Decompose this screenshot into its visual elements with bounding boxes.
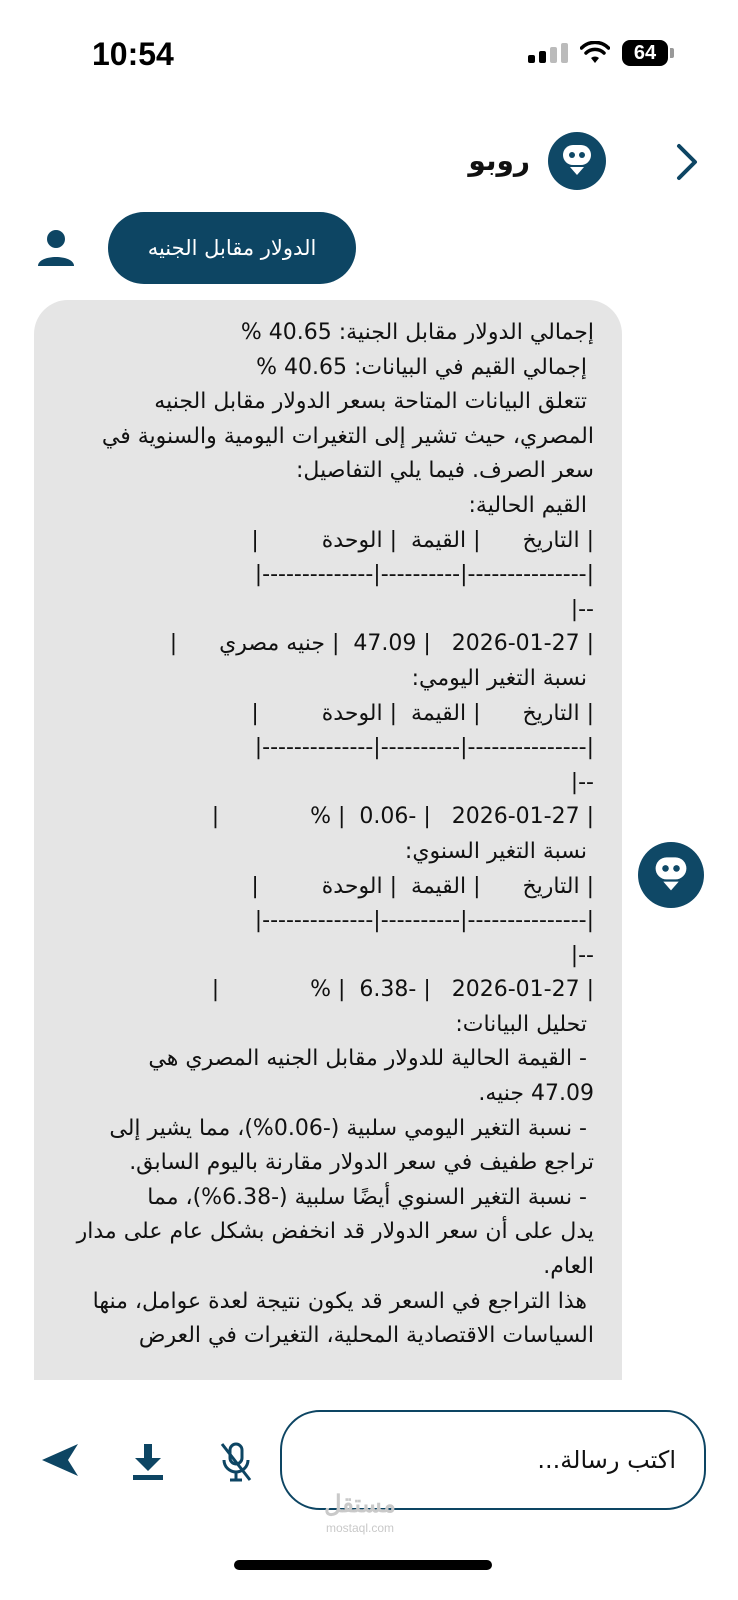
bot-message-line: يدل على أن سعر الدولار قد انخفض بشكل عام على مدار [76, 1219, 594, 1245]
bot-message-line: - نسبة التغير اليومي سلبية (-0.06%)، مما يشير إلى [109, 1115, 594, 1141]
robot-icon [652, 853, 690, 897]
bot-avatar [548, 132, 606, 190]
bot-message-line: | 2026-01-27 | -6.38 | % | [211, 977, 594, 1003]
bot-message-line: - نسبة التغير السنوي أيضًا سلبية (-6.38%)، مما [147, 1184, 594, 1210]
bot-message-line: إجمالي الدولار مقابل الجنية: 40.65 % [240, 320, 594, 345]
back-button[interactable] [668, 142, 708, 182]
bot-message-line: القيم الحالية: [468, 492, 594, 518]
chevron-right-icon [675, 142, 701, 182]
bot-message-text [34, 300, 622, 1354]
bot-message-line: - القيمة الحالية للدولار مقابل الجنيه المصري هي [148, 1046, 594, 1072]
status-time: 10:54 [92, 36, 174, 72]
battery-indicator: 64 [622, 40, 668, 66]
bot-message-line: المصري، حيث تشير إلى التغيرات اليومية والسنوية في [101, 423, 594, 449]
bot-message-line: العام. [543, 1254, 594, 1280]
bot-message-line: |---------------|----------|--------------| [254, 562, 594, 588]
bot-message-line: --| [570, 596, 594, 622]
bot-message-line: تراجع طفيف في سعر الدولار مقارنة باليوم السابق. [129, 1150, 594, 1176]
bot-message-line: --| [570, 942, 594, 968]
user-avatar-icon [34, 226, 78, 270]
mostaql-watermark [310, 1490, 410, 1535]
watermark-url: mostaql.com [325, 1521, 395, 1535]
wifi-icon [580, 41, 610, 65]
cellular-signal-icon [528, 43, 568, 63]
send-button[interactable] [38, 1440, 82, 1480]
bot-message-line: | التاريخ | القيمة | الوحدة | [251, 700, 594, 726]
bot-message-line: السياسات الاقتصادية المحلية، التغيرات في العرض [138, 1323, 594, 1349]
bot-message-line: تتعلق البيانات المتاحة بسعر الدولار مقابل الجنيه [154, 389, 594, 415]
bot-message-line: نسبة التغير اليومي: [411, 665, 594, 691]
bot-message-line: 47.09 جنيه. [478, 1081, 594, 1107]
bot-message-avatar [638, 842, 704, 908]
home-indicator [234, 1560, 492, 1570]
download-button[interactable] [130, 1442, 166, 1482]
bot-message-line: سعر الصرف. فيما يلي التفاصيل: [296, 458, 594, 484]
send-icon [38, 1440, 82, 1480]
microphone-button[interactable] [216, 1440, 256, 1484]
bot-message-line: نسبة التغير السنوي: [404, 838, 594, 864]
bot-message-line: تحليل البيانات: [455, 1011, 594, 1037]
watermark-arabic: مستقل [324, 1491, 396, 1518]
bot-message-line: | التاريخ | القيمة | الوحدة | [251, 873, 594, 899]
bot-message-bubble [34, 300, 622, 1380]
microphone-muted-icon [216, 1440, 256, 1484]
bot-message-line: |---------------|----------|--------------| [254, 908, 594, 934]
chat-header [0, 130, 738, 200]
bot-message-line: | 2026-01-27 | 47.09 | جنيه مصري | [169, 631, 594, 657]
bot-message-line: |---------------|----------|--------------| [254, 735, 594, 761]
status-bar [0, 0, 738, 110]
user-message-text: الدولار مقابل الجنيه [147, 236, 317, 260]
chat-title: روبو [468, 144, 530, 177]
bot-message-line: إجمالي القيم في البيانات: 40.65 % [256, 354, 594, 380]
bot-message-line: هذا التراجع في السعر قد يكون نتيجة لعدة عوامل، منها [92, 1288, 594, 1314]
bot-message-line: --| [570, 769, 594, 795]
bot-message-line: | التاريخ | القيمة | الوحدة | [251, 527, 594, 553]
download-icon [130, 1442, 166, 1482]
robot-icon [560, 141, 594, 181]
status-icons [528, 40, 668, 66]
user-message-bubble [108, 212, 356, 284]
bot-message-line: | 2026-01-27 | -0.06 | % | [211, 804, 594, 830]
